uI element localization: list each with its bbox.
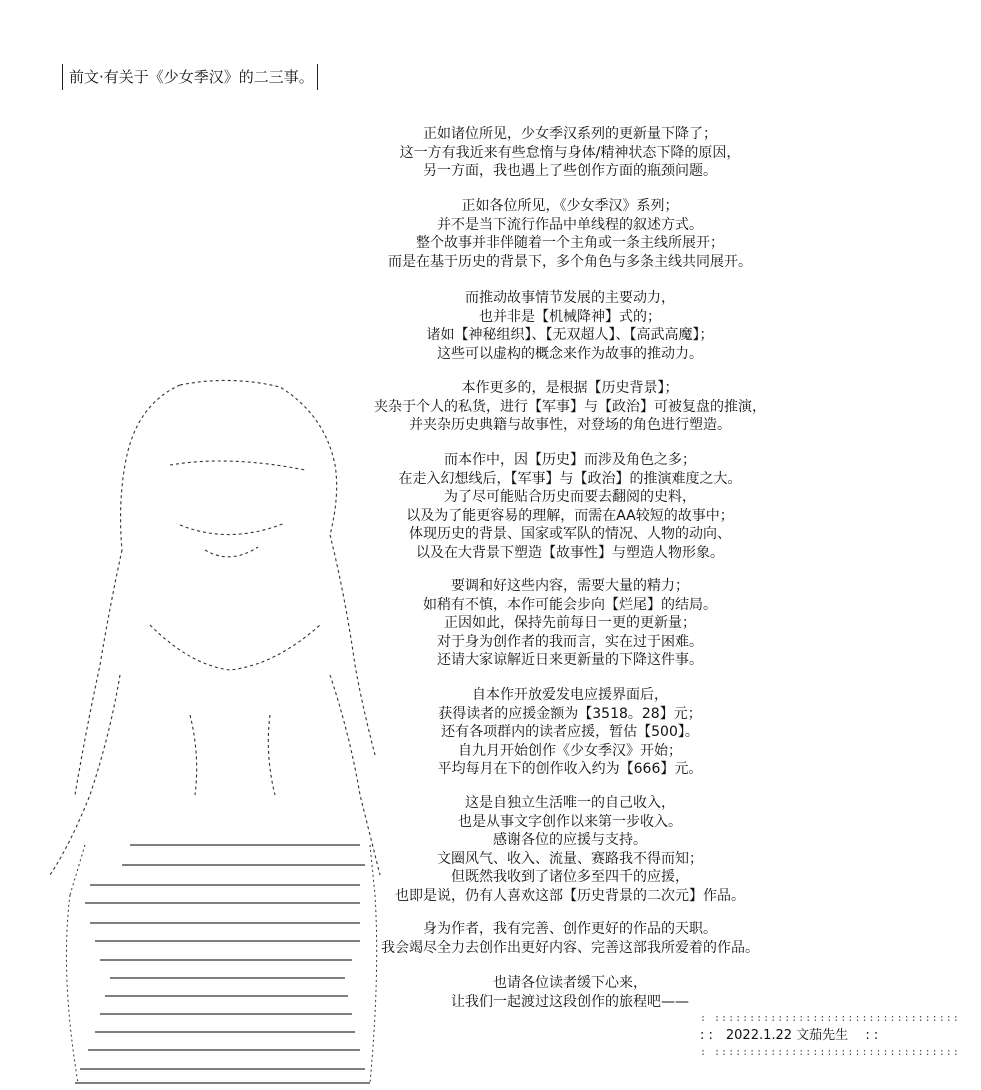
paragraph	[340, 577, 800, 670]
text-line: 让我们一起渡过这段创作的旅程吧——	[451, 993, 689, 1010]
text-line: 这些可以虚构的概念来作为故事的推动力。	[437, 345, 703, 362]
text-line: 而是在基于历史的背景下，多个角色与多条主线共同展开。	[388, 253, 752, 270]
text-line: 也请各位读者缓下心来，	[493, 975, 647, 991]
text-line: 以及在大背景下塑造【故事性】与塑造人物形象。	[416, 544, 724, 561]
text-line: 文圈风气、收入、流量、赛路我不得而知；	[437, 850, 703, 867]
text-line: 平均每月在下的创作收入约为【666】元。	[437, 761, 703, 778]
text-line: 也即是说，仍有人喜欢这部【历史背景的二次元】作品。	[395, 887, 745, 904]
text-line: 我会竭尽全力去创作出更好内容、完善这部我所爱着的作品。	[381, 939, 759, 956]
text-line: 正因如此，保持先前每日一更的更新量；	[444, 615, 696, 632]
paragraph	[340, 197, 800, 271]
text-line: 并夹杂历史典籍与故事性，对登场的角色进行塑造。	[409, 417, 731, 434]
text-line: 本作更多的，是根据【历史背景】；	[461, 380, 679, 396]
signature-dots-bottom: : :::::::::::::::::::::::::::::::::::	[700, 1047, 960, 1058]
text-line: 这是自独立生活唯一的自己收入，	[465, 795, 675, 811]
paragraph	[340, 451, 800, 563]
text-line: 感谢各位的应援与支持。	[493, 832, 647, 849]
text-line: 但既然我收到了诸位多至四千的应援，	[451, 869, 689, 886]
text-line: 要调和好这些内容，需要大量的精力；	[451, 578, 689, 594]
text-line: 获得读者的应援金额为【3518。28】元；	[438, 705, 702, 722]
text-line: 这一方有我近来有些怠惰与身体/精神状态下降的原因，	[399, 144, 741, 161]
text-line: 也并非是【机械降神】式的；	[479, 308, 661, 325]
page-title: 前文·有关于《少女季汉》的二三事。	[69, 68, 314, 86]
text-line: 如稍有不慎，本作可能会步向【烂尾】的结局。	[423, 596, 717, 613]
text-line: 自本作开放爱发电应援界面后，	[472, 687, 668, 703]
text-line: 还请大家谅解近日来更新量的下降这件事。	[437, 652, 703, 669]
paragraph	[340, 920, 800, 957]
text-line: 为了尽可能贴合历史而要去翻阅的史料，	[444, 489, 696, 506]
text-line: 正如各位所见，《少女季汉》系列；	[461, 198, 679, 214]
signature-dots-top: : :::::::::::::::::::::::::::::::::::	[700, 1013, 960, 1024]
text-line: 在走入幻想线后，【军事】与【政治】的推演难度之大。	[398, 470, 742, 487]
text-line: 整个故事并非伴随着一个主角或一条主线所展开；	[416, 235, 724, 252]
paragraph	[340, 125, 800, 181]
signature-text: : : 2022.1.22 文茄先生 : :	[700, 1028, 879, 1043]
paragraph	[340, 686, 800, 779]
text-line: 还有各项群内的读者应援，暂估【500】。	[441, 724, 699, 741]
paragraph	[340, 289, 800, 363]
text-line: 正如诸位所见，少女季汉系列的更新量下降了；	[423, 126, 717, 142]
text-line: 以及为了能更容易的理解，而需在AA较短的故事中；	[406, 507, 734, 524]
text-line: 并不是当下流行作品中单线程的叙述方式。	[437, 216, 703, 233]
text-line: 体现历史的背景、国家或军队的情况、人物的动向、	[409, 526, 731, 543]
text-line: 诸如【神秘组织】、【无双超人】、【高武高魔】；	[426, 327, 714, 344]
paragraph	[340, 379, 800, 435]
text-line: 而本作中，因【历史】而涉及角色之多；	[444, 452, 696, 468]
text-line: 对于身为创作者的我而言，实在过于困难。	[437, 633, 703, 650]
title-box	[62, 62, 318, 92]
paragraph	[340, 794, 800, 906]
text-line: 自九月开始创作《少女季汉》开始；	[458, 742, 682, 759]
text-line: 身为作者，我有完善、创作更好的作品的天职。	[423, 921, 717, 937]
text-line: 夹杂于个人的私货，进行【军事】与【政治】可被复盘的推演，	[374, 398, 766, 415]
text-line: 而推动故事情节发展的主要动力，	[465, 290, 675, 306]
text-line: 也是从事文字创作以来第一步收入。	[458, 813, 682, 830]
paragraph	[340, 974, 800, 1011]
ascii-art-figure	[30, 375, 380, 1087]
text-line: 另一方面，我也遇上了些创作方面的瓶颈问题。	[423, 163, 717, 180]
signature-block	[700, 1010, 960, 1062]
